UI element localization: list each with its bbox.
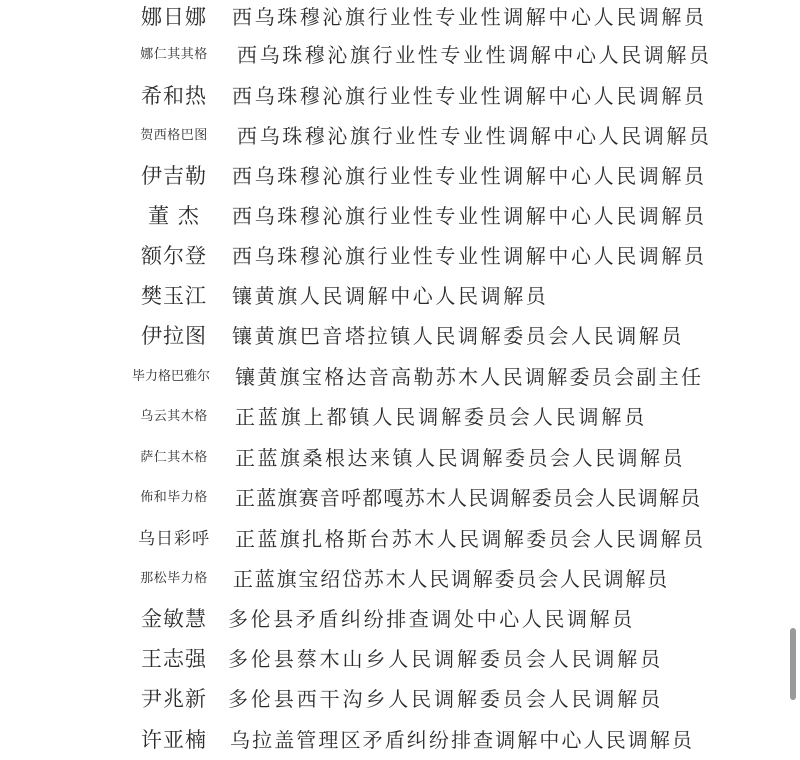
person-name: 尹兆新 [141,687,207,711]
person-name: 董 杰 [148,204,200,228]
person-name: 许亚楠 [141,728,207,752]
person-title: 多伦县矛盾纠纷排查调处中心人民调解员 [228,607,635,631]
list-item [0,316,780,356]
person-title: 镶黄旗巴音塔拉镇人民调解委员会人民调解员 [232,324,684,348]
person-name: 金敏慧 [141,607,207,631]
person-title: 西乌珠穆沁旗行业性专业性调解中心人民调解员 [232,84,707,108]
list-item [0,679,780,719]
person-title: 镶黄旗宝格达音高勒苏木人民调解委员会副主任 [235,365,704,389]
person-title: 西乌珠穆沁旗行业性专业性调解中心人民调解员 [232,164,707,188]
list-item [0,276,780,316]
person-name: 伊吉勒 [141,164,207,188]
person-name: 伊拉图 [141,324,207,348]
vertical-scrollbar[interactable] [786,0,800,756]
person-name: 毕力格巴雅尔 [131,369,210,384]
list-item [0,35,780,75]
person-title: 正蓝旗上都镇人民调解委员会人民调解员 [235,405,648,429]
person-name: 乌日彩呼 [138,529,210,549]
person-title: 乌拉盖管理区矛盾纠纷排查调解中心人民调解员 [230,728,695,752]
list-item [0,236,780,276]
person-title: 正蓝旗桑根达来镇人民调解委员会人民调解员 [235,446,685,470]
list-item [0,438,780,478]
person-title: 多伦县蔡木山乡人民调解委员会人民调解员 [228,647,664,671]
list-item [0,156,780,196]
list-item [0,196,780,236]
list-item [0,559,780,599]
person-title: 西乌珠穆沁旗行业性专业性调解中心人民调解员 [237,43,712,67]
person-title: 正蓝旗扎格斯台苏木人民调解委员会人民调解员 [235,527,706,551]
list-item [0,397,780,437]
list-item [0,720,780,760]
scrollbar-thumb[interactable] [790,628,796,700]
person-title: 正蓝旗赛音呼都嘎苏木人民调解委员会人民调解员 [235,486,702,510]
person-title: 西乌珠穆沁旗行业性专业性调解中心人民调解员 [232,244,707,268]
person-name: 娜仁其其格 [140,47,208,62]
person-name: 樊玉江 [141,284,207,308]
person-title: 镶黄旗人民调解中心人民调解员 [232,284,549,308]
list-item [0,116,780,156]
list-item [0,0,780,37]
person-name: 王志强 [141,647,207,671]
person-name: 希和热 [141,84,207,108]
person-title: 西乌珠穆沁旗行业性专业性调解中心人民调解员 [237,124,712,148]
person-title: 正蓝旗宝绍岱苏木人民调解委员会人民调解员 [233,567,669,591]
list-item [0,519,780,559]
list-item [0,639,780,679]
person-name: 萨仁其木格 [140,450,208,465]
person-name: 乌云其木格 [140,409,208,424]
list-item [0,599,780,639]
person-name: 那松毕力格 [140,571,208,586]
person-title: 多伦县西干沟乡人民调解委员会人民调解员 [228,687,664,711]
list-item [0,357,780,397]
list-item [0,478,780,518]
person-name: 娜日娜 [141,5,207,29]
person-name: 额尔登 [141,244,207,268]
person-name: 贺西格巴图 [140,128,208,143]
person-name: 佈和毕力格 [140,490,208,505]
person-title: 西乌珠穆沁旗行业性专业性调解中心人民调解员 [232,5,707,29]
list-item [0,76,780,116]
person-title: 西乌珠穆沁旗行业性专业性调解中心人民调解员 [232,204,707,228]
